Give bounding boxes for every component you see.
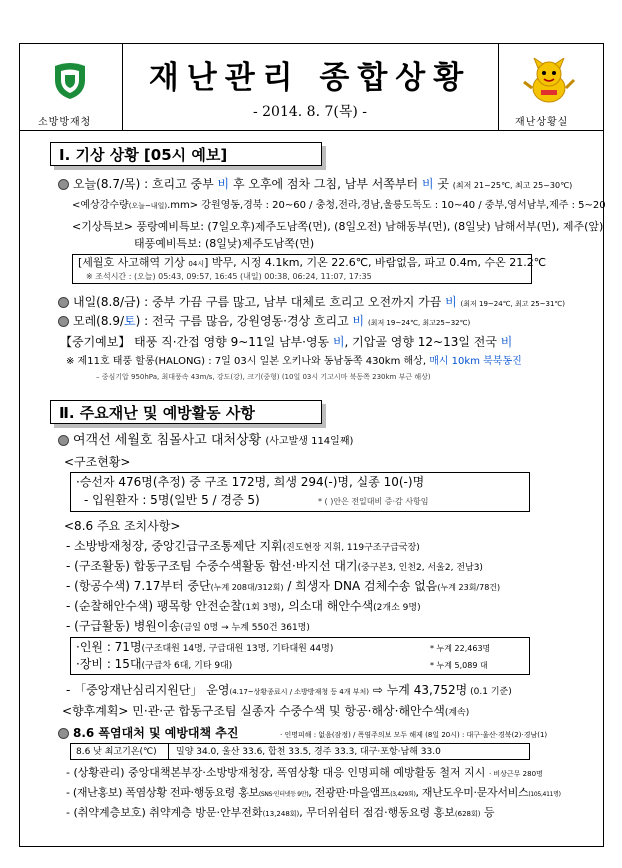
heat-action-2: - (재난홍보) 폭염상황 전파·행동요령 홍보(SNS·인터넷등 9만), 전광판·마을앰프(3,429회), 재난도우미·문자서비스(105,411명) bbox=[66, 786, 561, 799]
rescue-note: * ( )안은 전일대비 증·감 사항임 bbox=[318, 497, 429, 506]
heat-action-1: - (상황관리) 중앙대책본부장·소방방재청장, 폭염상황 대응 인명피해 예방활동 철저 지시 · 비상근무 280명 bbox=[66, 766, 543, 779]
mascot-icon bbox=[522, 58, 576, 104]
forecast-today: 오늘(8.7/목) : 흐리고 중부 비 후 오후에 점차 그침, 남부 서쪽부터 비 곳 (최저 21~25℃, 최고 25~30℃) bbox=[58, 177, 572, 193]
equipment: ·장비 : 15대(구급차 6대, 기타 9대) bbox=[76, 657, 233, 671]
heatwave-heading: 8.6 폭염대처 및 예방대책 추진 bbox=[58, 726, 238, 740]
section1-title: Ⅰ. 기상 상황 [05시 예보] bbox=[50, 142, 322, 166]
org-right-label: 재난상황실 bbox=[515, 117, 569, 128]
rescue-line-1: ·승선자 476명(추정) 중 구조 172명, 희생 294(-)명, 실종 10(-)명 bbox=[76, 475, 425, 489]
action-5: - (구급활동) 병원이송(금일 0명 → 누계 550건 361명) bbox=[66, 619, 310, 633]
heat-temp-label: 8.6 낮 최고기온(℃) bbox=[76, 747, 157, 757]
bullet-dot-icon bbox=[58, 435, 69, 446]
page-title: 재난관리 종합상황 bbox=[148, 60, 472, 96]
sewol-heading: 여객선 세월호 침몰사고 대처상황 (사고발생 114일째) bbox=[58, 434, 353, 449]
actions-label: <8.6 주요 조치사항> bbox=[64, 519, 181, 533]
bullet-dot-icon bbox=[58, 316, 69, 327]
report-date: - 2014. 8. 7(목) - bbox=[252, 104, 368, 120]
forecast-dayafter: 모레(8.9/토) : 전국 구름 많음, 강원영동·경상 흐리고 비 (최저 19~24℃, 최고25~32℃) bbox=[58, 314, 470, 330]
action-1: - 소방방재청장, 중앙긴급구조통제단 지휘(진도현장 지휘, 119구조구급국장) bbox=[66, 539, 420, 553]
bullet-dot-icon bbox=[58, 297, 69, 308]
action-2: - (구조활동) 합동구조팀 수중수색활동 함선·바지선 대기(중구본3, 인천2, 서울2, 전남3) bbox=[66, 559, 483, 573]
heat-temp-divider bbox=[168, 743, 169, 760]
shield-logo-icon bbox=[53, 62, 87, 100]
section2-title: Ⅱ. 주요재난 및 예방활동 사항 bbox=[50, 400, 322, 424]
typhoon-detail: – 중심기압 950hPa, 최대풍속 43m/s, 강도(강), 크기(중형) (10일 03시 기고시마 북동쪽 230km 부근 해상) bbox=[96, 373, 431, 381]
expected-rainfall: <예상강수량(오늘~내일).mm> 강원영동,경북 : 20~60 / 충청,전라,경남,울릉도독도 : 10~40 / 중부,영서남부,제주 : 5~20 bbox=[72, 200, 606, 211]
mid-term-forecast: 【중기예보】 태풍 직·간접 영향 9~11일 남부·영동 비, 기압골 영향 12~13일 전국 비 bbox=[60, 335, 513, 349]
typhoon-info: ※ 제11호 태풍 할롱(HALONG) : 7일 03시 일본 오키나와 동남동쪽 430km 해상, 매시 10km 북북동진 bbox=[66, 356, 522, 367]
heat-temp-values: 밀양 34.0, 울산 33.6, 합천 33.5, 경주 33.3, 대구·포항·남해 33.0 bbox=[176, 747, 441, 757]
header-divider bbox=[19, 130, 604, 131]
weather-warning-2: 태풍예비특보: (8일낮)제주도남쪽(먼) bbox=[134, 237, 315, 250]
psych-support: - 「중앙재난심리지원단」 운영(4.17~상황종료시 / 소방방재청 등 4개 부처) ⇨ 누계 43,752명 (0.1 기준) bbox=[66, 683, 512, 697]
personnel: ·인원 : 71명(구조대원 14명, 구급대원 13명, 기타대원 44명) bbox=[76, 640, 334, 654]
org-left-label: 소방방재청 bbox=[38, 117, 92, 128]
heat-action-3: - (취약계층보호) 취약계층 방문·안부전화(13,248회), 무더위쉼터 점검·행동요령 홍보(628회) 등 bbox=[66, 806, 495, 819]
site-weather: [세월호 사고해역 기상 04시] 박무, 시정 4.1km, 기온 22.6℃, 바람없음, 파고 0.4m, 수온 21.2℃ bbox=[78, 256, 547, 269]
forecast-tomorrow: 내일(8.8/금) : 중부 가끔 구름 많고, 남부 대체로 흐리고 오전까지 가끔 비 (최저 19~24℃, 최고 25~31℃) bbox=[58, 295, 565, 311]
rescue-label: <구조현황> bbox=[64, 455, 131, 469]
tide-times: ※ 조석시간 : (오늘) 05:43, 09:57, 16:45 (내일) 00:38, 06:24, 11:07, 17:35 bbox=[86, 272, 372, 281]
weather-warning-1: <기상특보> 풍랑예비특보: (7일오후)제주도남쪽(먼), (8일오전) 남해동부(먼), (8일낮) 남해서부(먼), 제주(앞) bbox=[72, 220, 604, 233]
equipment-total: * 누계 5,089 대 bbox=[430, 661, 488, 670]
action-3: - (항공수색) 7.17부터 중단(누계 208대/312회) / 희생자 DNA 검체수송 없음(누계 23회/78건) bbox=[66, 579, 501, 593]
personnel-total: * 누계 22,463명 bbox=[430, 644, 491, 653]
bullet-dot-icon bbox=[58, 728, 69, 739]
heatwave-note: · 인명피해 : 없음(잠정) / 폭염주의보 모두 해제 (8일 20시) : 대구·울산·경북(2)·경남(1) bbox=[280, 731, 548, 739]
action-4: - (순찰해안수색) 팽목항 안전순찰(1회 3명), 의소대 해안수색(2개소 9명) bbox=[66, 599, 421, 613]
rescue-line-2: - 입원환자 : 5명(일반 5 / 경증 5) bbox=[84, 493, 260, 507]
future-plan: <향후계획> 민·관·군 합동구조팀 실종자 수중수색 및 항공·해상·해안수색(계속) bbox=[62, 704, 470, 718]
bullet-dot-icon bbox=[58, 179, 69, 190]
